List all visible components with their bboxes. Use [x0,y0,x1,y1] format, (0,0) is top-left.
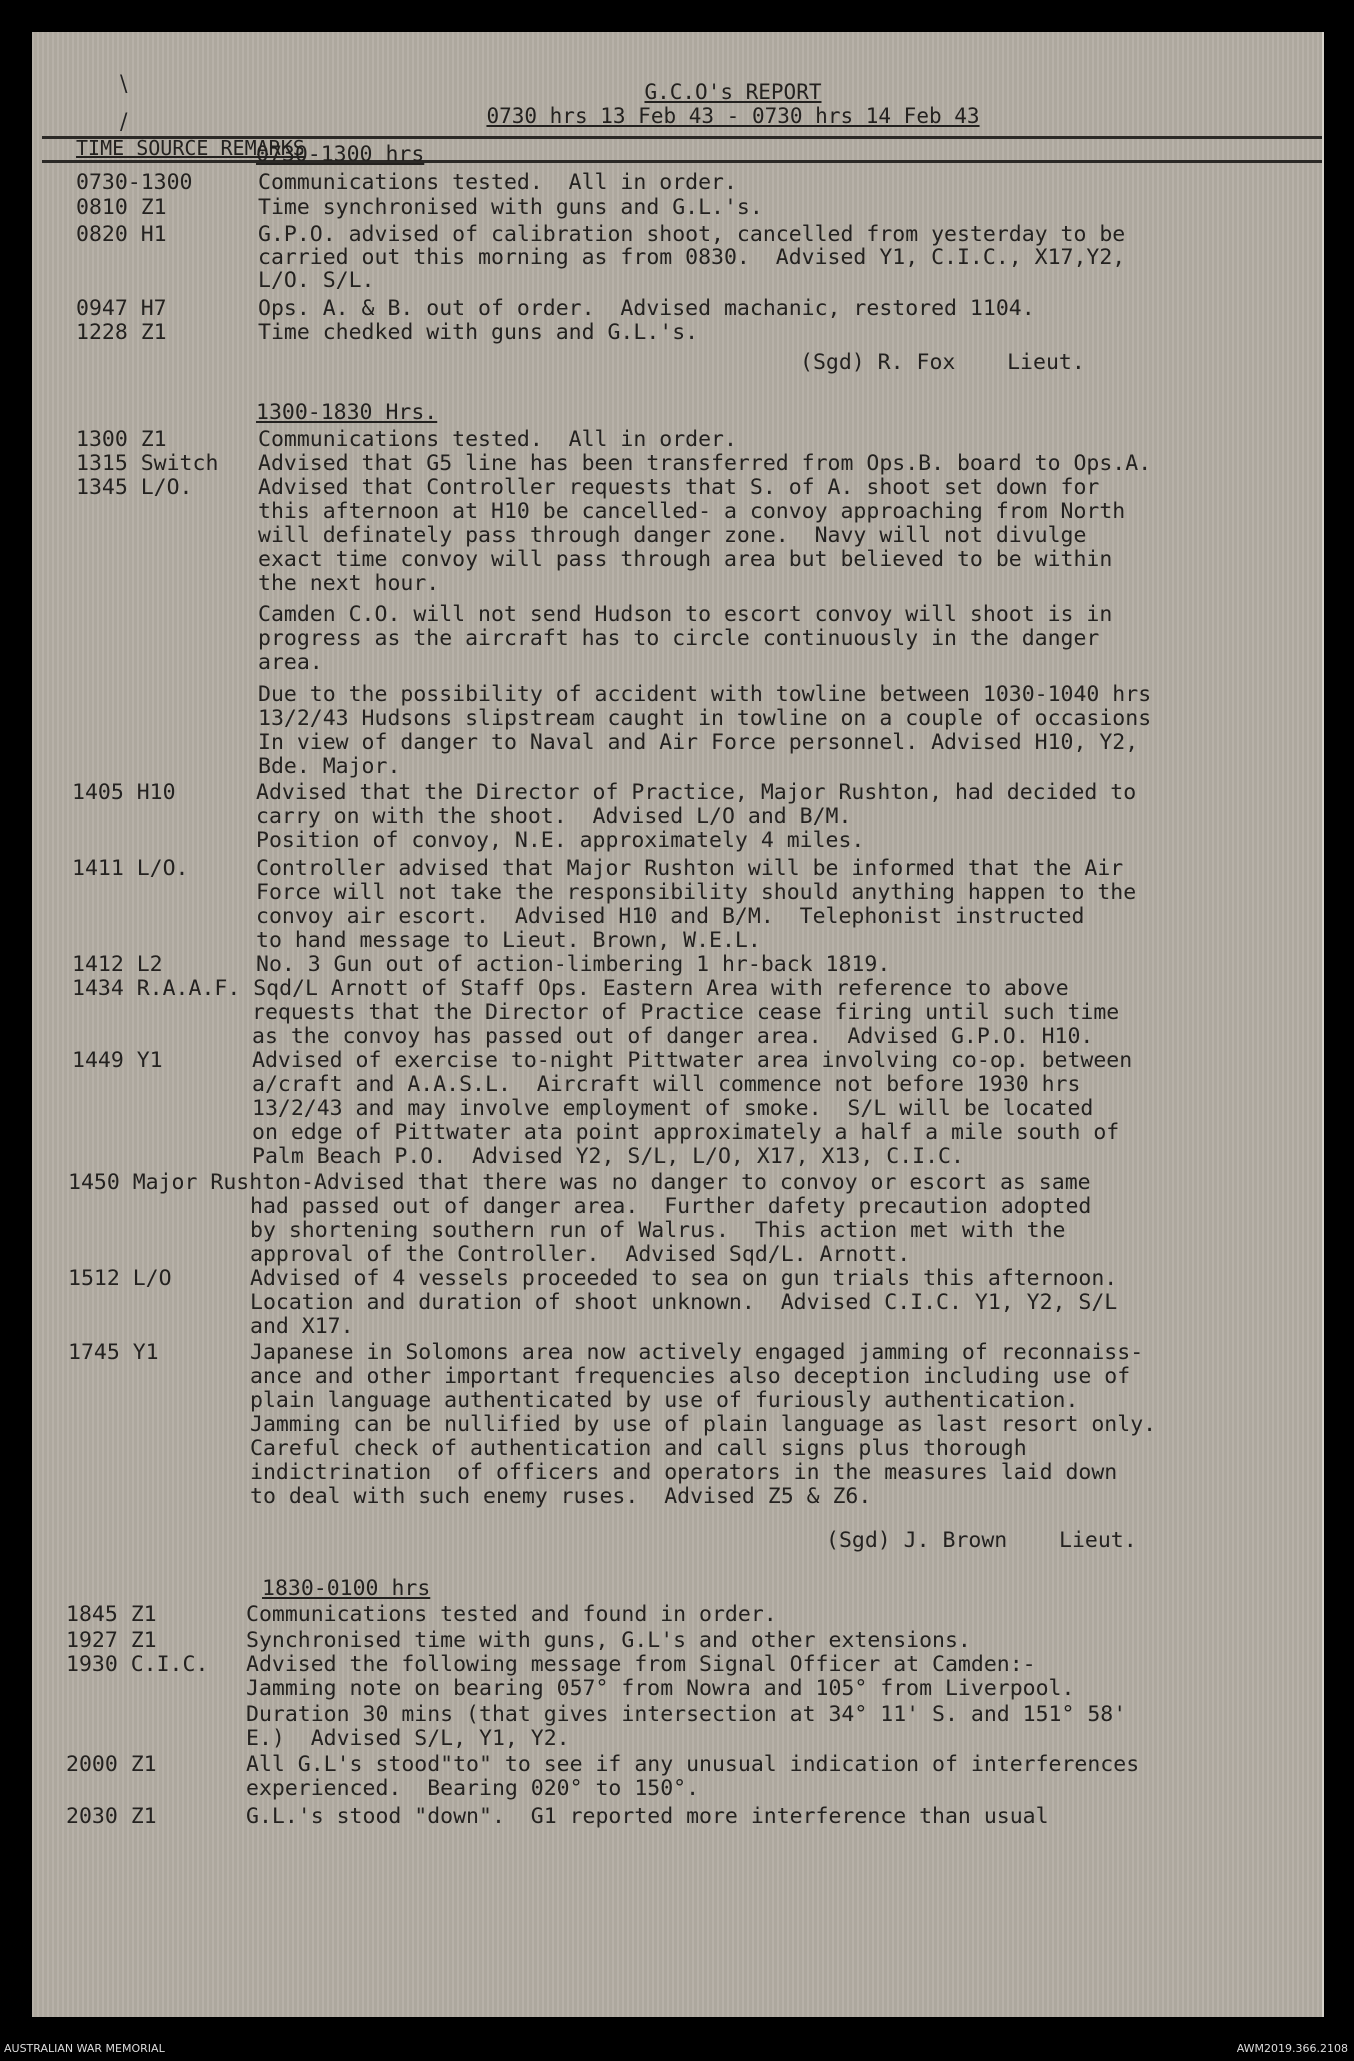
report-line: experienced. Bearing 020° to 150°. [246,1776,700,1801]
report-line: area. [258,650,323,675]
report-line: Ops. A. & B. out of order. Advised machanic, restored 1104. [258,296,1035,321]
report-line: Advised that G5 line has been transferred from Ops.B. board to Ops.A. [258,451,1152,476]
report-line: 1927 Z1 [66,1628,157,1653]
report-line: approval of the Controller. Advised Sqd/L. Arnott. [250,1242,911,1267]
report-line: 1300 Z1 [76,427,167,452]
report-line: L/O. S/L. [258,268,375,293]
report-line: convoy air escort. Advised H10 and B/M. Telephonist instructed [256,904,1085,929]
report-line: will definately pass through danger zone. Navy will not divulge [258,523,1087,548]
report-line: ance and other important frequencies also deception including use of [250,1364,1131,1389]
report-line: 0947 H7 [76,296,167,321]
report-line: Force will not take the responsibility should anything happen to the [256,880,1137,905]
report-line: Position of convoy, N.E. approximately 4 miles. [256,828,865,853]
report-line: carried out this morning as from 0830. Advised Y1, C.I.C., X17,Y2, [258,245,1126,270]
footer-id: AWM2019.366.2108 [1236,2042,1348,2055]
report-line: plain language authenticated by use of furiously authentication. [250,1388,1079,1413]
report-line: 1434 R.A.A.F. Sqd/L Arnott of Staff Ops. Eastern Area with reference to above [72,976,1069,1001]
report-line: Palm Beach P.O. Advised Y2, S/L, L/O, X17, X13, C.I.C. [252,1144,964,1169]
report-line: indictrination of officers and operators in the measures laid down [250,1460,1118,1485]
report-line: 1845 Z1 [66,1602,157,1627]
report-line: 1405 H10 [72,780,176,805]
report-line: the next hour. [258,571,440,596]
report-line: 1345 L/O. [76,475,193,500]
report-line: Advised the following message from Signal Officer at Camden:- [246,1652,1036,1677]
report-line: Jamming note on bearing 057° from Nowra and 105° from Liverpool. [246,1676,1075,1701]
report-line: had passed out of danger area. Further dafety precaution adopted [250,1194,1092,1219]
report-line: Advised that the Director of Practice, Major Rushton, had decided to [256,780,1137,805]
columns-header: TIME SOURCE REMARKS [76,136,305,160]
report-line: 1411 L/O. [72,856,189,881]
report-line: In view of danger to Naval and Air Force personnel. Advised H10, Y2, [258,730,1139,755]
report-line: Communications tested. All in order. [258,170,737,195]
report-line: Due to the possibility of accident with towline between 1030-1040 hrs [258,682,1152,707]
report-line: Careful check of authentication and call signs plus thorough [250,1436,1027,1461]
report-line: Location and duration of shoot unknown. Advised C.I.C. Y1, Y2, S/L [250,1290,1118,1315]
report-line: 13/2/43 Hudsons slipstream caught in towline on a couple of occasions [258,706,1152,731]
report-line: Advised of 4 vessels proceeded to sea on gun trials this afternoon. [250,1266,1118,1291]
report-line: E.) Advised S/L, Y1, Y2. [246,1726,570,1751]
report-line: All G.L's stood"to" to see if any unusual indication of interferences [246,1752,1140,1777]
pen-mark: / [120,110,128,135]
report-line: 1228 Z1 [76,320,167,345]
report-line: Communications tested and found in order. [246,1602,777,1627]
report-line: by shortening southern run of Walrus. This action met with the [250,1218,1066,1243]
report-line: carry on with the shoot. Advised L/O and B/M. [256,804,852,829]
report-line: requests that the Director of Practice cease firing until such time [252,1000,1120,1025]
report-line: progress as the aircraft has to circle continuously in the danger [258,626,1100,651]
report-line: Camden C.O. will not send Hudson to escort convoy will shoot is in [258,602,1113,627]
report-line: Duration 30 mins (that gives intersection at 34° 11' S. and 151° 58' [246,1702,1127,1727]
report-line: (Sgd) J. Brown Lieut. [826,1528,1137,1553]
report-line: Bde. Major. [258,754,401,779]
report-line: to deal with such enemy ruses. Advised Z5 & Z6. [250,1484,872,1509]
document-page [32,32,1324,2017]
report-line: Controller advised that Major Rushton will be informed that the Air [256,856,1124,881]
report-line: 0730-1300 [76,170,193,195]
report-line: G.L.'s stood "down". G1 reported more interference than usual [246,1804,1049,1829]
report-period: 0730 hrs 13 Feb 43 - 0730 hrs 14 Feb 43 [486,104,980,128]
report-line: Advised of exercise to-night Pittwater area involving co-op. between [252,1048,1133,1073]
pen-mark: \ [120,72,128,97]
report-line: Advised that Controller requests that S. of A. shoot set down for [258,475,1100,500]
report-line: this afternoon at H10 be cancelled- a convoy approaching from North [258,499,1126,524]
report-line: 0810 Z1 [76,195,167,220]
report-line: as the convoy has passed out of danger area. Advised G.P.O. H10. [252,1024,1094,1049]
report-line: to hand message to Lieut. Brown, W.E.L. [256,928,761,953]
report-line: Japanese in Solomons area now actively engaged jamming of reconnaiss- [250,1340,1144,1365]
report-line: 1412 L2 [72,952,163,977]
report-line: 2000 Z1 [66,1752,157,1777]
report-line: a/craft and A.A.S.L. Aircraft will commence not before 1930 hrs [252,1072,1081,1097]
report-line: 2030 Z1 [66,1804,157,1829]
report-line: 13/2/43 and may involve employment of smoke. S/L will be located [252,1096,1094,1121]
report-line: exact time convoy will pass through area but believed to be within [258,547,1113,572]
report-line: Time synchronised with guns and G.L.'s. [258,195,763,220]
report-line: 1450 Major Rushton-Advised that there was no danger to convoy or escort as same [68,1170,1091,1195]
report-line: Jamming can be nullified by use of plain language as last resort only. [250,1412,1157,1437]
report-line: (Sgd) R. Fox Lieut. [800,350,1085,375]
report-line: 0820 H1 [76,222,167,247]
report-line: 1745 Y1 [68,1340,159,1365]
report-line: 1449 Y1 [72,1048,163,1073]
report-line: 1512 L/O [68,1266,172,1291]
section-heading: 1830-0100 hrs [262,1576,431,1601]
report-line: Time chedked with guns and G.L.'s. [258,320,699,345]
report-body [32,32,1322,2017]
report-line: No. 3 Gun out of action-limbering 1 hr-back 1819. [256,952,891,977]
report-line: Synchronised time with guns, G.L's and other extensions. [246,1628,971,1653]
footer-credit: AUSTRALIAN WAR MEMORIAL [4,2042,165,2055]
report-line: G.P.O. advised of calibration shoot, cancelled from yesterday to be [258,222,1126,247]
report-line: 1315 Switch [76,451,219,476]
report-line: 1930 C.I.C. [66,1652,209,1677]
report-line: on edge of Pittwater ata point approximately a half a mile south of [252,1120,1120,1145]
report-line: Communications tested. All in order. [258,427,737,452]
report-title: G.C.O's REPORT [644,80,822,104]
section-heading: 1300-1830 Hrs. [256,400,438,425]
report-line: and X17. [250,1314,354,1339]
section-heading: 0730-1300 hrs [256,142,425,167]
